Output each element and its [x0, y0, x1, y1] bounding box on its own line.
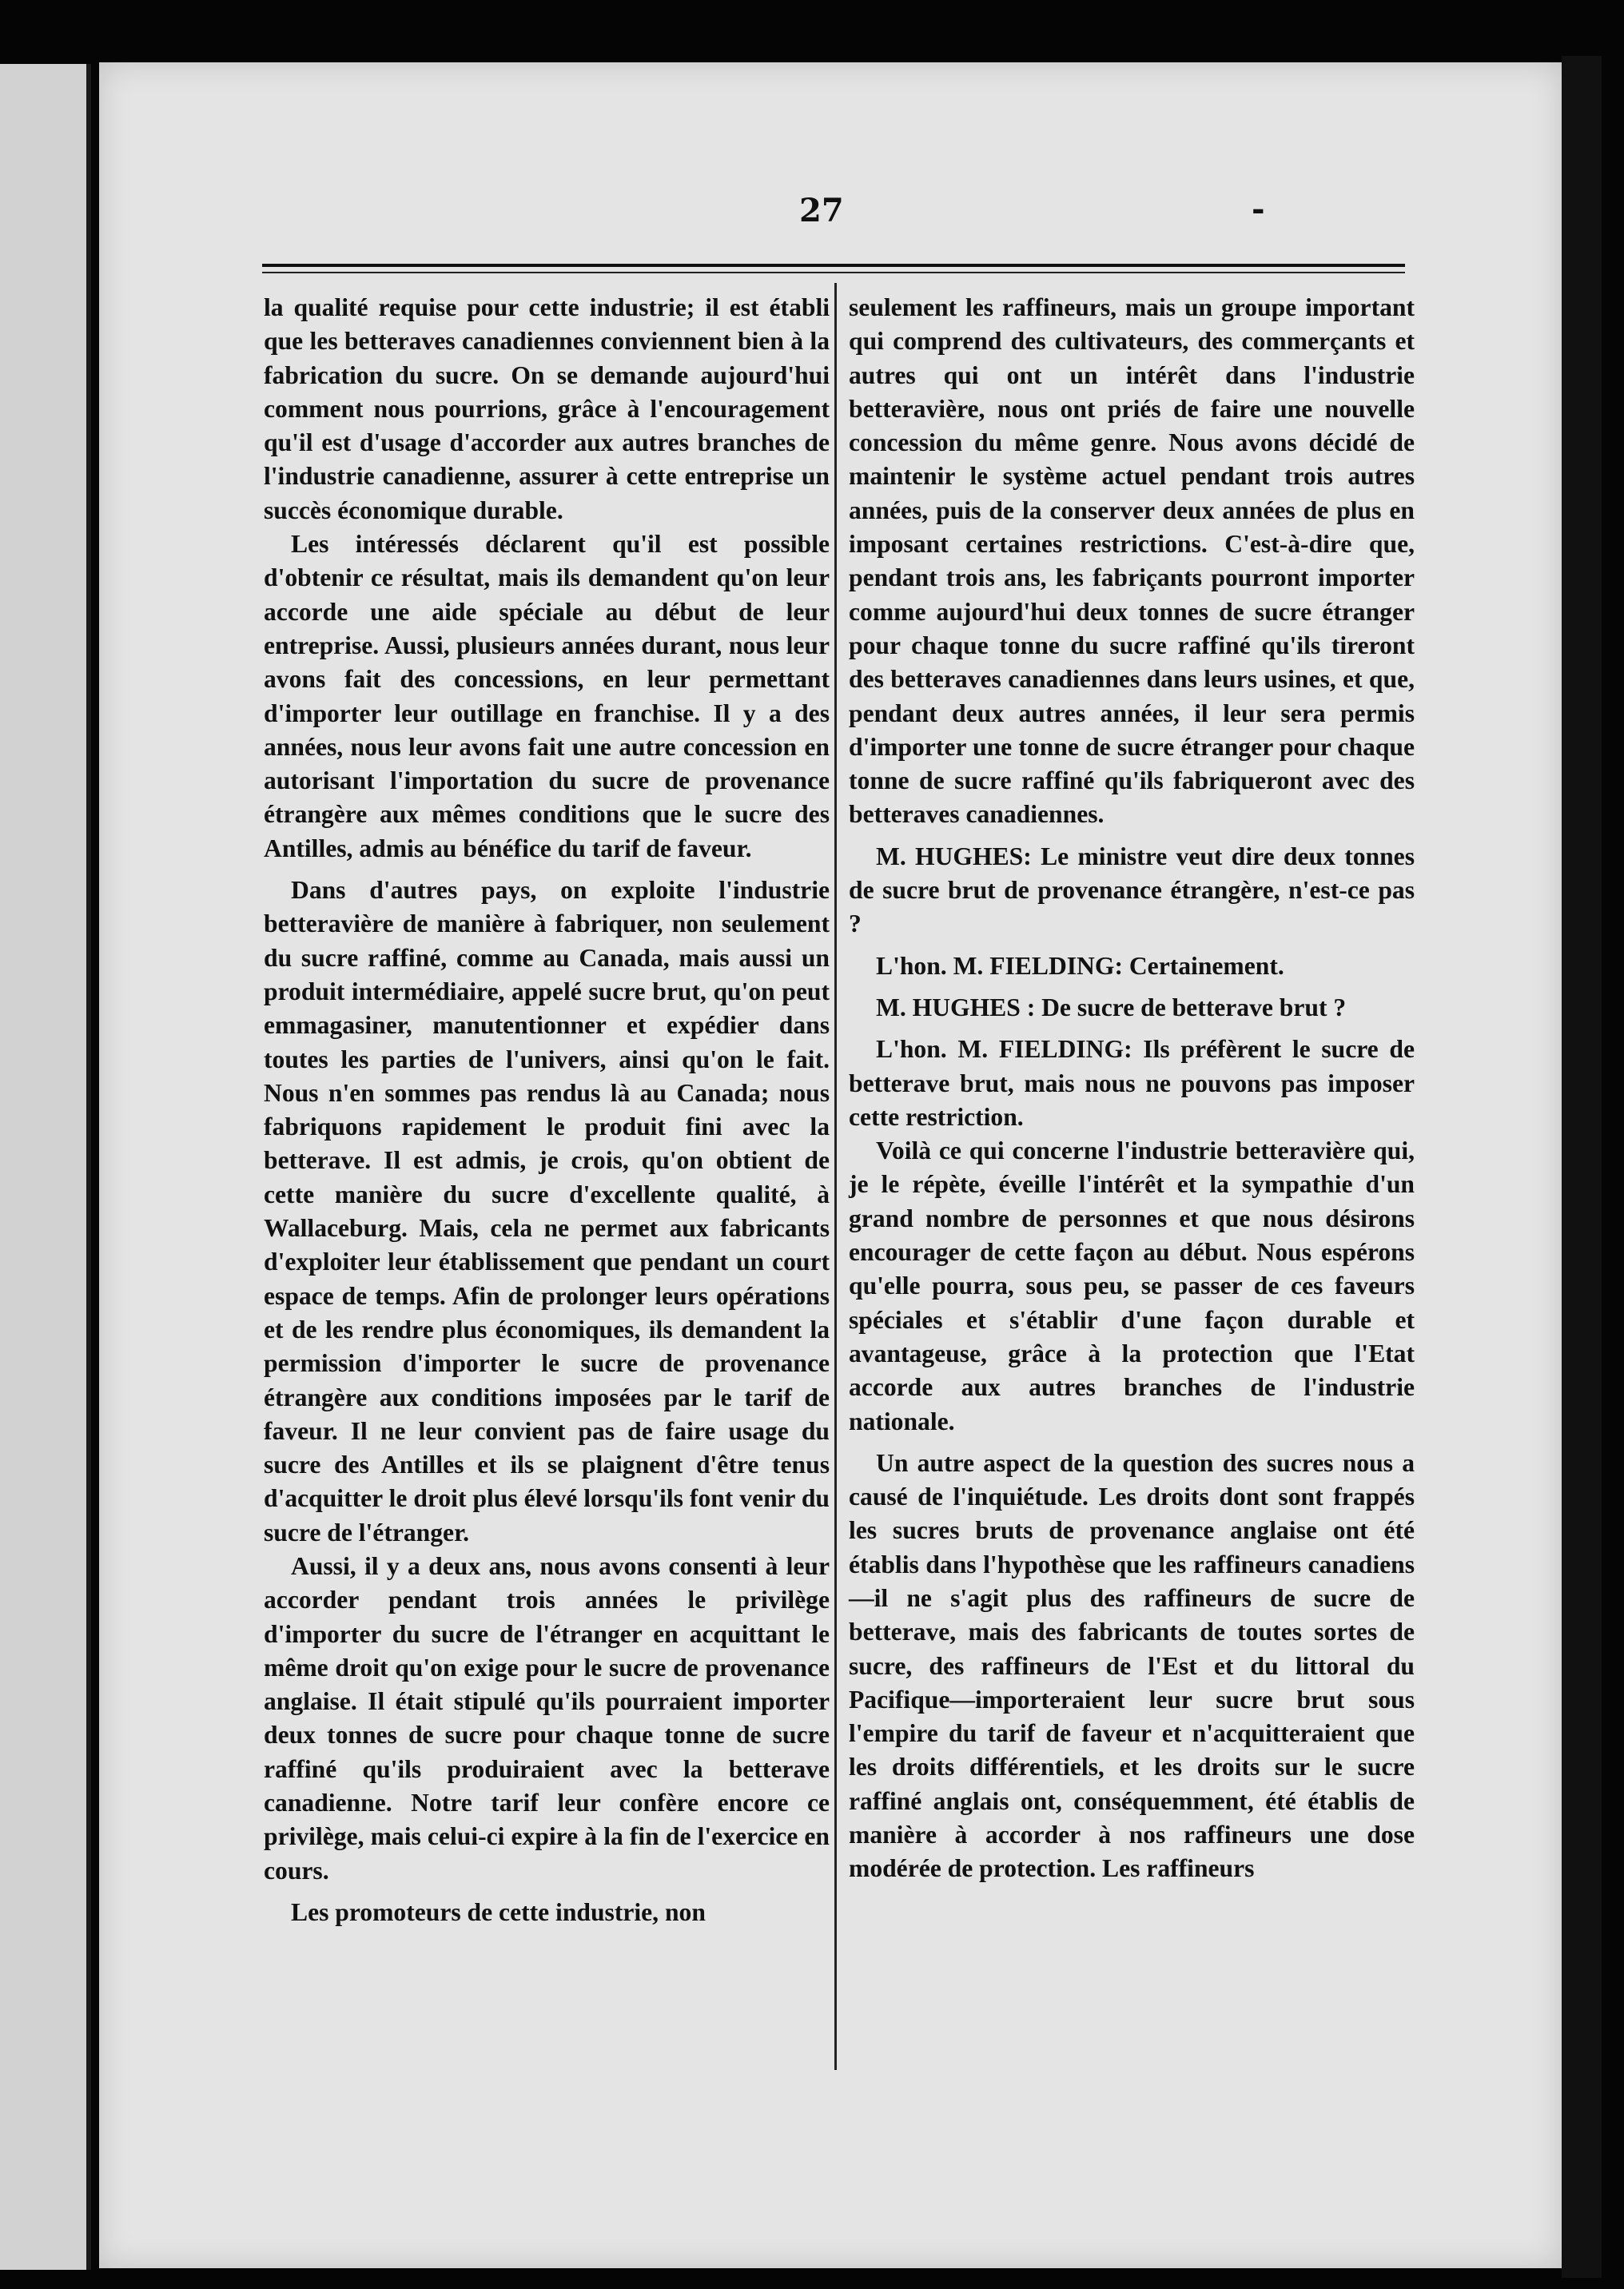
column-divider — [834, 283, 837, 2070]
paragraph: seulement les raffineurs, mais un groupe important qui comprend des cultivateurs, des commerçants et autres qui ont un intérêt dans l'industrie betteravière, nous ont priés de faire une nouvelle concession du même genre. Nous avons décidé de maintenir le système actuel pendant trois autres années, puis de la conserver deux années de plus en imposant certaines restrictions. C'est-à-dire que, pendant trois ans, les fabriçants pourront importer comme aujourd'hui deux tonnes de sucre étranger pour chaque tonne du sucre raffiné qu'ils tireront des betteraves canadiennes dans leurs usines, et que, pendant deux autres années, il leur sera permis d'importer une tonne de sucre étranger pour chaque tonne de sucre raffiné qu'ils fabriqueront avec des betteraves canadiennes. — [849, 293, 1415, 829]
left-column — [264, 291, 830, 1929]
corner-mark: - — [1252, 190, 1265, 228]
paragraph: Les intéressés déclarent qu'il est possible d'obtenir ce résultat, mais ils demandent qu'on leur accorde une aide spéciale au début de leur entreprise. Aussi, plusieurs années durant, nous leur avons fait des concessions, en leur permettant d'importer leur outillage en franchise. Il y a des années, nous leur avons fait une autre concession en autorisant l'importation du sucre de provenance étrangère aux mêmes conditions que le sucre des Antilles, admis au bénéfice du tarif de faveur. — [264, 530, 830, 862]
scan-border — [1562, 56, 1602, 2278]
speaker-line: M. HUGHES: Le ministre veut dire deux tonnes de sucre brut de provenance étrangère, n'est-ce pas ? — [849, 842, 1415, 938]
paragraph: Dans d'autres pays, on exploite l'industrie betteravière de manière à fabriquer, non seulement du sucre raffiné, comme au Canada, mais aussi un produit intermédiaire, appelé sucre brut, qu'on peut emmagasiner, manutentionner et expédier dans toutes les parties de l'univers, ainsi qu'on le fait. Nous n'en sommes pas rendus là au Canada; nous fabriquons rapidement le produit fini avec la betterave. Il est admis, je crois, qu'on obtient de cette manière du sucre d'excellente qualité, à Wallaceburg. Mais, cela ne permet aux fabricants d'exploiter leur établissement que pendant un court espace de temps. Afin de prolonger leurs opérations et de les rendre plus économiques, ils demandent la permission d'importer le sucre de provenance étrangère aux conditions imposées par le tarif de faveur. Il ne leur convient pas de faire usage du sucre des Antilles et ils se plaignent d'être tenus d'acquitter le droit plus élevé lorsqu'ils font venir du sucre de l'étranger. — [264, 876, 830, 1547]
speaker-line: M. HUGHES : De sucre de betterave brut ? — [876, 993, 1347, 1021]
header-rule-thick — [262, 264, 1405, 267]
paragraph: Un autre aspect de la question des sucres nous a causé de l'inquiétude. Les droits dont sont frappés les sucres bruts de provenance anglaise ont été établis dans l'hypothèse que les raffineurs canadiens—il ne s'agit plus des raffineurs de sucre de betterave, mais des fabricants de toutes sortes de sucre, des raffineurs de l'Est et du littoral du Pacifique—importeraient leur sucre brut sous l'empire du tarif de faveur et n'acquitteraient que les droits différentiels, et les droits sur le sucre raffiné anglais ont, conséquemment, été établis de manière à accorder à nos raffineurs une dose modérée de protection. Les raffineurs — [849, 1448, 1415, 1883]
adjacent-page-edge — [0, 64, 91, 2270]
paragraph: la qualité requise pour cette industrie; il est établi que les betteraves canadiennes conviennent bien à la fabrication du sucre. On se demande aujourd'hui comment nous pourrions, grâce à l'encouragement qu'il est d'usage d'accorder aux autres branches de l'industrie canadienne, assurer à cette entreprise un succès économique durable. — [264, 293, 830, 524]
paragraph: Aussi, il y a deux ans, nous avons consenti à leur accorder pendant trois années le privilège d'importer du sucre de l'étranger en acquittant le même droit qu'on exige pour le sucre de provenance anglaise. Il était stipulé qu'ils pourraient importer deux tonnes de sucre pour chaque tonne de sucre raffiné qu'ils produiraient avec la betterave canadienne. Notre tarif leur confère encore ce privilège, mais celui-ci expire à la fin de l'exercice en cours. — [264, 1551, 830, 1885]
page-number: 27 — [799, 192, 844, 229]
header-rule-thin — [262, 272, 1405, 273]
speaker-line: L'hon. M. FIELDING: Certainement. — [876, 951, 1284, 980]
paragraph: Les promoteurs de cette industrie, non — [291, 1897, 706, 1926]
speaker-line: L'hon. M. FIELDING: Ils préfèrent le sucre de betterave brut, mais nous ne pouvons pas imposer cette restriction. — [849, 1035, 1415, 1131]
paragraph: Voilà ce qui concerne l'industrie betteravière qui, je le répète, éveille l'intérêt et la sympathie d'un grand nombre de personnes et que nous désirons encourager de cette façon au début. Nous espérons qu'elle pourra, sous peu, se passer de ces faveurs spéciales et s'établir d'une façon durable et avantageuse, grâce à la protection que l'Etat accorde aux autres branches de l'industrie nationale. — [849, 1137, 1415, 1435]
right-column — [849, 291, 1415, 1886]
